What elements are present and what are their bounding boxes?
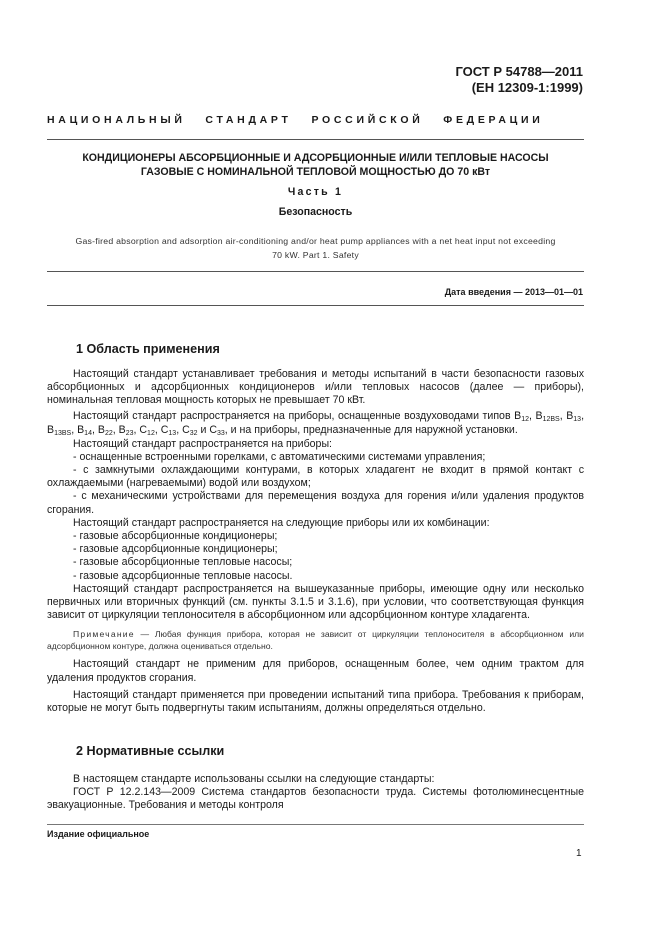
note-text: — Любая функция прибора, которая не зависит от циркуляции теплоносителя в абсорбционном или адсорбционном контуре, должна оцениваться отдельно. bbox=[47, 629, 584, 652]
english-title-line-1: Gas-fired absorption and adsorption air-conditioning and/or heat pump appliances with a net heat input not exceeding bbox=[75, 236, 556, 246]
title-line-1: КОНДИЦИОНЕРЫ АБСОРБЦИОННЫЕ И АДСОРБЦИОННЫЕ И/ИЛИ ТЕПЛОВЫЕ НАСОСЫ bbox=[82, 152, 549, 164]
scope-note bbox=[47, 628, 584, 652]
date-rule bbox=[47, 305, 584, 306]
title-line-2: ГАЗОВЫЕ С НОМИНАЛЬНОЙ ТЕПЛОВОЙ МОЩНОСТЬЮ ДО 70 кВт bbox=[140, 166, 491, 178]
appliance-type-b12: $B_{12}$ bbox=[514, 409, 529, 423]
scope-paragraph-6: Настоящий стандарт не применим для приборов, оснащенным более, чем одним трактом для удаления продуктов сгорания. bbox=[47, 658, 584, 684]
scope-paragraph-4: Настоящий стандарт распространяется на следующие приборы или их комбинации: bbox=[73, 516, 490, 529]
appliance-type-c12: $C_{12}$ bbox=[139, 424, 155, 438]
scope-paragraph-2 bbox=[47, 409, 584, 438]
footer-rule bbox=[47, 824, 584, 825]
appliance-type-b14: $B_{14}$ bbox=[77, 424, 92, 438]
subtitle: Безопасность bbox=[278, 206, 353, 218]
header-rule bbox=[47, 139, 584, 140]
appliance-type-b22: $B_{22}$ bbox=[97, 424, 113, 438]
section-2-heading: 2 Нормативные ссылки bbox=[76, 744, 225, 758]
appliance-type-c13: $C_{13}$ bbox=[160, 424, 177, 438]
list-1-item-1: - оснащенные встроенными горелками, с автоматическими системами управления; bbox=[73, 450, 486, 463]
appliance-type-c33: $C_{33}$ bbox=[209, 424, 225, 438]
list-2-item-1: - газовые абсорбционные кондиционеры; bbox=[73, 530, 278, 543]
introduction-date: Дата введения — 2013—01—01 bbox=[444, 287, 583, 297]
en-number: (ЕН 12309-1:1999) bbox=[471, 80, 583, 95]
scope-paragraph-1: Настоящий стандарт устанавливает требования и методы испытаний в части безопасности газовых абсорбционных и адсорбционных кондиционеров и/или тепловых насосов (далее — приборы), номинальная тепловая мощность которых не превышает 70 кВт. bbox=[47, 368, 584, 407]
list-1-item-3: - с механическими устройствами для перемещения воздуха для горения и/или удаления продуктов сгорания. bbox=[47, 490, 584, 516]
reference-gost-r-12-2-143: ГОСТ Р 12.2.143—2009 Система стандартов безопасности труда. Системы фотолюминесцентные эвакуационные. Требования и методы контроля bbox=[47, 786, 584, 812]
list-2-item-3: - газовые абсорбционные тепловые насосы; bbox=[73, 556, 293, 569]
references-intro: В настоящем стандарте использованы ссылки на следующие стандарты: bbox=[73, 773, 435, 785]
scope-paragraph-3: Настоящий стандарт распространяется на приборы: bbox=[73, 437, 333, 450]
title-rule bbox=[47, 271, 584, 272]
part-label: Часть 1 bbox=[287, 186, 344, 198]
scope-paragraph-5: Настоящий стандарт распространяется на вышеуказанные приборы, имеющие одну или несколько первичных или вторичных функций (см. пункты 3.1.5 и 3.1.6), при условии, что соответствующая функция зависит от циркуляции теплоносителя в абсорбционном или адсорбционном контуре хладагента. bbox=[47, 582, 584, 622]
note-label: Примечание bbox=[73, 629, 135, 640]
national-standard-heading: НАЦИОНАЛЬНЫЙ СТАНДАРТ РОССИЙСКОЙ ФЕДЕРАЦИИ bbox=[47, 114, 544, 126]
list-2-item-2: - газовые адсорбционные кондиционеры; bbox=[73, 543, 278, 556]
scope-paragraph-2-outro: , и на приборы, предназначенные для наружной установки. bbox=[224, 424, 518, 437]
appliance-type-b13: $B_{13}$ bbox=[566, 409, 582, 423]
official-edition-label: Издание официальное bbox=[47, 829, 150, 839]
list-1-item-2: - с замкнутыми охлаждающими контурами, в которых хладагент не входит в прямой контакт с охлаждаемыми (нагреваемыми) водой или воздухом; bbox=[47, 464, 584, 490]
english-title-line-2: 70 kW. Part 1. Safety bbox=[272, 250, 359, 260]
appliance-type-c32: $C_{32}$ bbox=[182, 424, 198, 438]
scope-paragraph-7: Настоящий стандарт применяется при проведении испытаний типа прибора. Требования к приборам, которые не могут быть подвергнуты таким испытаниям, должны определяться отдельно. bbox=[47, 688, 584, 715]
list-2-item-4: - газовые адсорбционные тепловые насосы. bbox=[73, 569, 293, 582]
appliance-type-b12bs: $B_{12BS}$ bbox=[535, 409, 560, 423]
section-1-body bbox=[47, 368, 584, 715]
page-number: 1 bbox=[576, 848, 582, 859]
appliance-type-b13bs: $B_{13BS}$ bbox=[47, 424, 72, 438]
section-2-body bbox=[47, 773, 584, 813]
section-1-heading: 1 Область применения bbox=[76, 342, 220, 356]
standard-number: ГОСТ Р 54788—2011 bbox=[455, 64, 583, 79]
scope-paragraph-2-intro: Настоящий стандарт распространяется на приборы, оснащенные воздуховодами типов bbox=[73, 409, 515, 422]
appliance-types-list: $B_{12}$, $B_{12BS}$, $B_{13}$, $B_{13BS}$, $B_{14}$, $B_{22}$, $B_{23}$, $C_{12}$, $C_{13}$, $C_{32}$ и $C_{33}$ bbox=[47, 409, 585, 438]
appliance-type-b23: $B_{23}$ bbox=[118, 424, 134, 438]
